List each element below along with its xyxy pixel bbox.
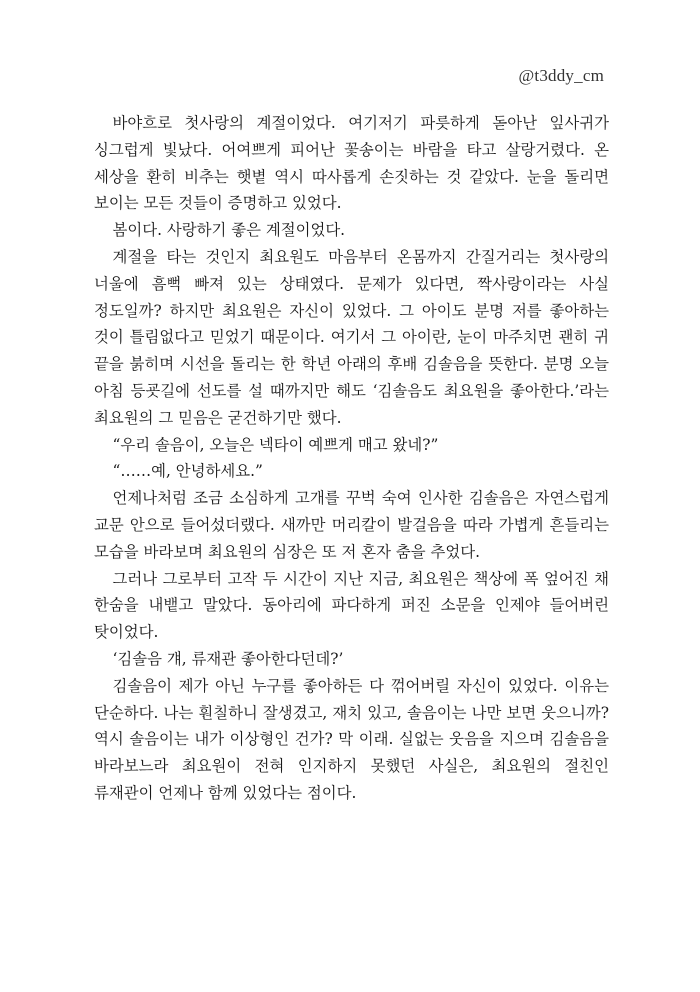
paragraph: 김솔음이 제가 아닌 누구를 좋아하든 다 꺾어버릴 자신이 있었다. 이유는 단순하다. 나는 훤칠하니 잘생겼고, 재치 있고, 솔음이는 나만 보면 웃으니까? 역시 솔음이는 내가 이상형인 건가? 막 이래. 실없는 웃음을 지으며 김솔음을 바라보느라 최요원이 전혀 인지하지 못했던 사실은, 최요원의 절친인 류재관이 언제나 함께 있었다는 점이다. bbox=[94, 676, 609, 802]
paragraph: 계절을 타는 것인지 최요원도 마음부터 온몸까지 간질거리는 첫사랑의 너울에 흠뻑 빠져 있는 상태였다. 문제가 있다면, 짝사랑이라는 사실 정도일까? 하지만 최요원은 자신이 있었다. 그 아이도 분명 저를 좋아하는 것이 틀림없다고 믿었기 때문이다. 여기서 그 아이란, 눈이 마주치면 괜히 귀 끝을 붉히며 시선을 돌리는 한 학년 아래의 후배 김솔음을 뜻한다. 분명 오늘 아침 등굣길에 선도를 설 때까지만 해도 ‘김솔음도 최요원을 좋아한다.’라는 최요원의 그 믿음은 굳건하기만 했다. bbox=[94, 247, 609, 427]
dialogue-line: “……예, 안녕하세요.” bbox=[112, 462, 263, 481]
story-body bbox=[94, 110, 609, 807]
author-handle: @t3ddy_cm bbox=[518, 66, 604, 85]
paragraph: 그러나 그로부터 고작 두 시간이 지난 지금, 최요원은 책상에 폭 엎어진 채 한숨을 내뱉고 말았다. 동아리에 파다하게 퍼진 소문을 인제야 들어버린 탓이었다. bbox=[94, 569, 609, 642]
paragraph: 봄이다. 사랑하기 좋은 계절이었다. bbox=[112, 221, 346, 240]
paragraph: 바야흐로 첫사랑의 계절이었다. 여기저기 파릇하게 돋아난 잎사귀가 싱그럽게 빛났다. 어여쁘게 피어난 꽃송이는 바람을 타고 살랑거렸다. 온 세상을 환히 비추는 햇볕 역시 따사롭게 손짓하는 것 같았다. 눈을 돌리면 보이는 모든 것들이 증명하고 있었다. bbox=[94, 114, 609, 213]
paragraph: 언제나처럼 조금 소심하게 고개를 꾸벅 숙여 인사한 김솔음은 자연스럽게 교문 안으로 들어섰더랬다. 새까만 머리칼이 발걸음을 따라 가볍게 흔들리는 모습을 바라보며 최요원의 심장은 또 저 혼자 춤을 추었다. bbox=[94, 489, 609, 561]
quoted-thought: ‘김솔음 걔, 류재관 좋아한다던데?’ bbox=[112, 649, 344, 668]
dialogue-line: “우리 솔음이, 오늘은 넥타이 예쁘게 매고 왔네?” bbox=[112, 435, 439, 454]
